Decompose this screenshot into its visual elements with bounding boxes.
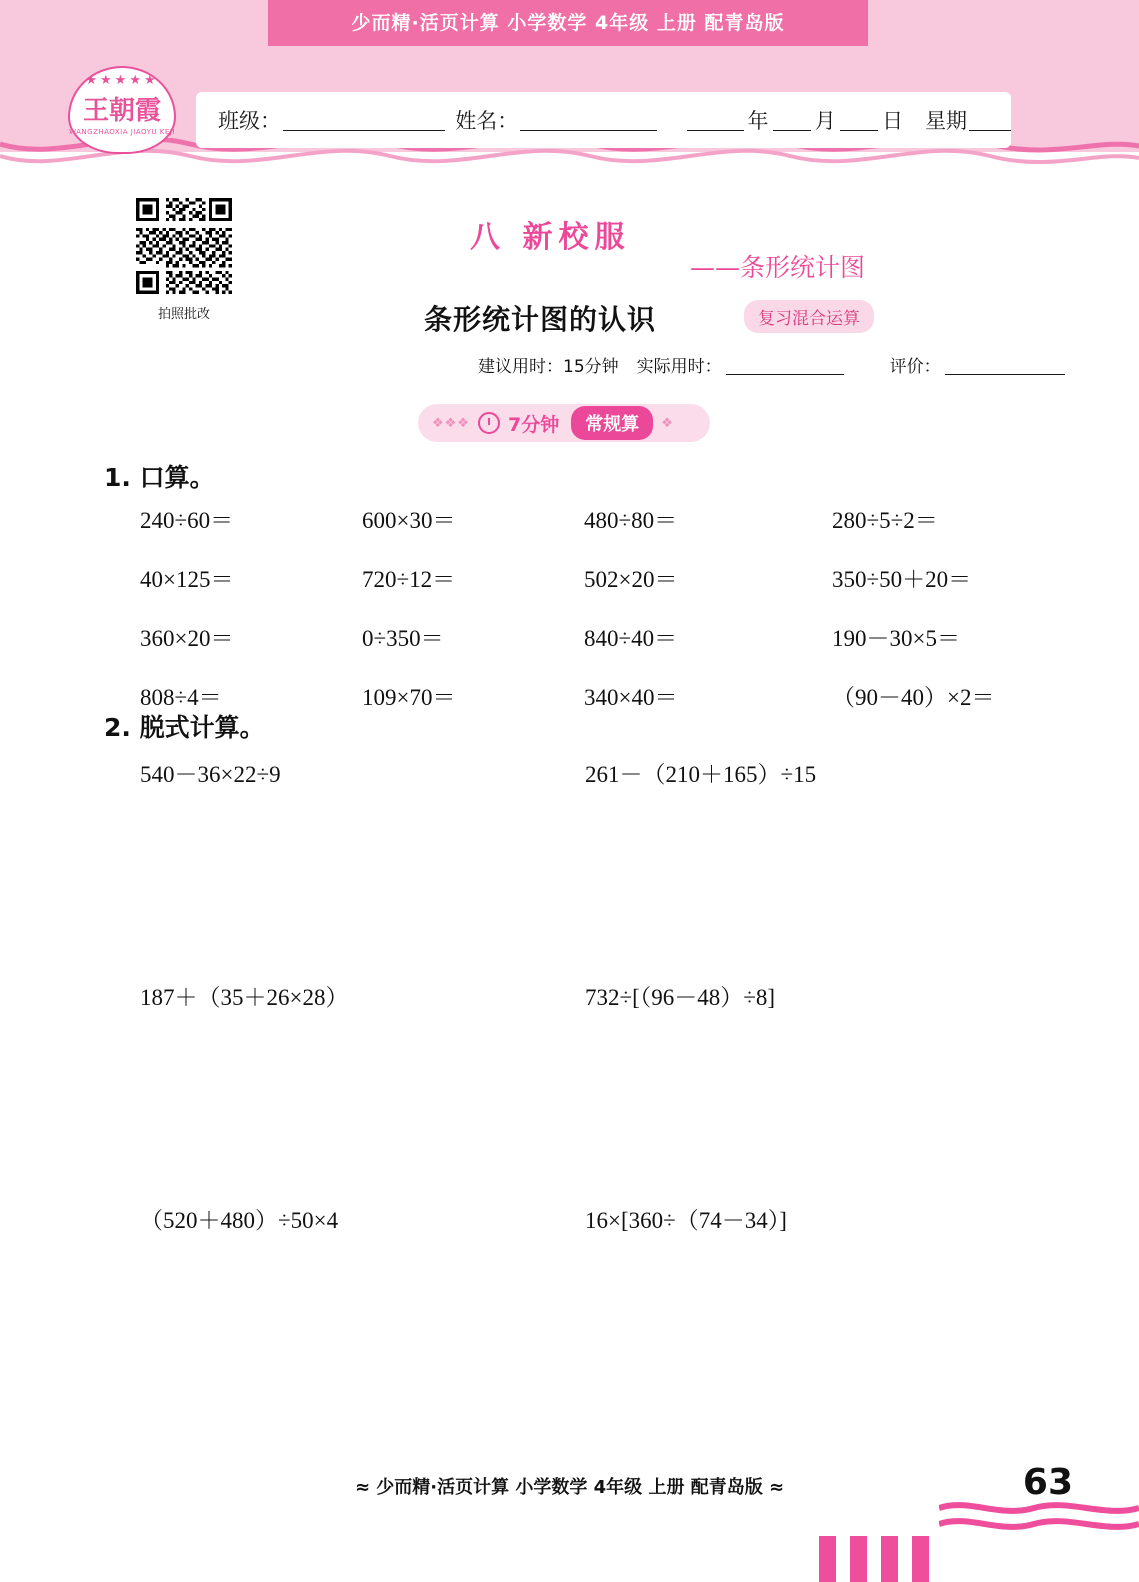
footer-bar [881,1536,898,1582]
student-info-box [196,92,1011,148]
question-2-number: 2. [104,713,131,742]
oral-item[interactable]: 808÷4＝ [140,685,222,710]
oral-item[interactable]: 109×70＝ [362,685,456,710]
banner-right-dots: ❖ [661,415,674,431]
month-label: 月 [814,109,836,133]
qr-code-icon[interactable] [136,198,232,294]
footer-wave-decoration [939,1498,1139,1540]
student-info-row [196,92,1011,148]
name-input[interactable] [520,110,657,131]
section-minutes: 7分钟 [507,413,560,436]
evaluation-input[interactable] [945,354,1065,375]
page-number: 63 [1022,1462,1073,1503]
oral-item[interactable]: 350÷50＋20＝ [832,567,972,592]
oral-item[interactable]: 720÷12＝ [362,567,456,592]
footer-bars-decoration [819,1536,1019,1582]
step-item[interactable]: （520＋480）÷50×4 [140,1208,339,1233]
oral-item[interactable]: 840÷40＝ [584,626,678,651]
footer-bar [912,1536,929,1582]
footer-text: ≈ 少而精·活页计算 小学数学 4年级 上册 配青岛版 ≈ [354,1477,785,1498]
page-header [0,0,1139,176]
oral-item[interactable]: 360×20＝ [140,626,234,651]
oral-item[interactable]: 340×40＝ [584,685,678,710]
day-label: 日 [882,109,904,133]
class-label: 班级： [218,109,281,133]
question-1-heading [104,458,215,494]
week-input[interactable] [969,110,1011,131]
section-type-pill: 常规算 [571,406,653,440]
step-item[interactable]: 732÷[（96－48）÷8] [585,985,776,1010]
oral-item[interactable]: （90－40）×2＝ [832,685,995,710]
oral-item[interactable]: 0÷350＝ [362,626,444,651]
oral-calculation-grid [140,502,1040,712]
logo-stars: ★★★★★ [85,72,159,87]
evaluation-label: 评价： [889,357,941,377]
class-input[interactable] [283,110,445,131]
step-item[interactable]: 261－（210＋165）÷15 [585,762,817,787]
year-label: 年 [747,109,769,133]
actual-time-input[interactable] [726,354,844,375]
question-2-heading [104,708,265,744]
oral-item[interactable]: 40×125＝ [140,567,234,592]
oral-item[interactable]: 600×30＝ [362,508,456,533]
year-input[interactable] [687,110,744,131]
publisher-logo [60,62,184,158]
oral-item[interactable]: 190－30×5＝ [832,626,960,651]
step-calculation-grid [140,756,1020,1235]
question-1-title: 口算。 [139,463,215,492]
question-2-title: 脱式计算。 [139,713,265,742]
clock-icon [478,412,500,434]
oral-item[interactable]: 240÷60＝ [140,508,234,533]
oral-item[interactable]: 280÷5÷2＝ [832,508,938,533]
lesson-tag-badge: 复习混合运算 [744,300,874,333]
oral-item[interactable]: 502×20＝ [584,567,678,592]
header-title-text: 少而精·活页计算 小学数学 4年级 上册 配青岛版 [351,12,785,34]
step-item[interactable]: 16×[360÷（74－34）] [585,1208,787,1233]
question-1-number: 1. [104,463,131,492]
unit-title: 八 新校服 [470,220,631,255]
step-item[interactable]: 187＋（35＋26×28） [140,985,349,1010]
week-label: 星期 [925,109,968,133]
oral-item[interactable]: 480÷80＝ [584,508,678,533]
section-banner [418,404,710,442]
month-input[interactable] [773,110,811,131]
actual-time-label: 实际用时： [636,357,722,377]
lesson-title: 条形统计图的认识 [424,303,657,336]
footer-bar [850,1536,867,1582]
unit-subtitle: ——条形统计图 [690,253,866,282]
qr-code-caption: 拍照批改 [157,307,210,322]
logo-main-text: 王朝霞 [82,96,161,126]
step-item[interactable]: 540－36×22÷9 [140,762,281,787]
day-input[interactable] [840,110,878,131]
time-info-line [478,352,1065,377]
suggested-time-label: 建议用时：15分钟 [478,357,619,377]
footer-bar [819,1536,836,1582]
qr-code-block[interactable] [136,198,232,322]
banner-left-dots: ❖❖❖ [432,415,470,431]
logo-sub-text: WANGZHAOXIA JIAOYU KEJI [69,128,175,136]
name-label: 姓名： [455,109,519,133]
